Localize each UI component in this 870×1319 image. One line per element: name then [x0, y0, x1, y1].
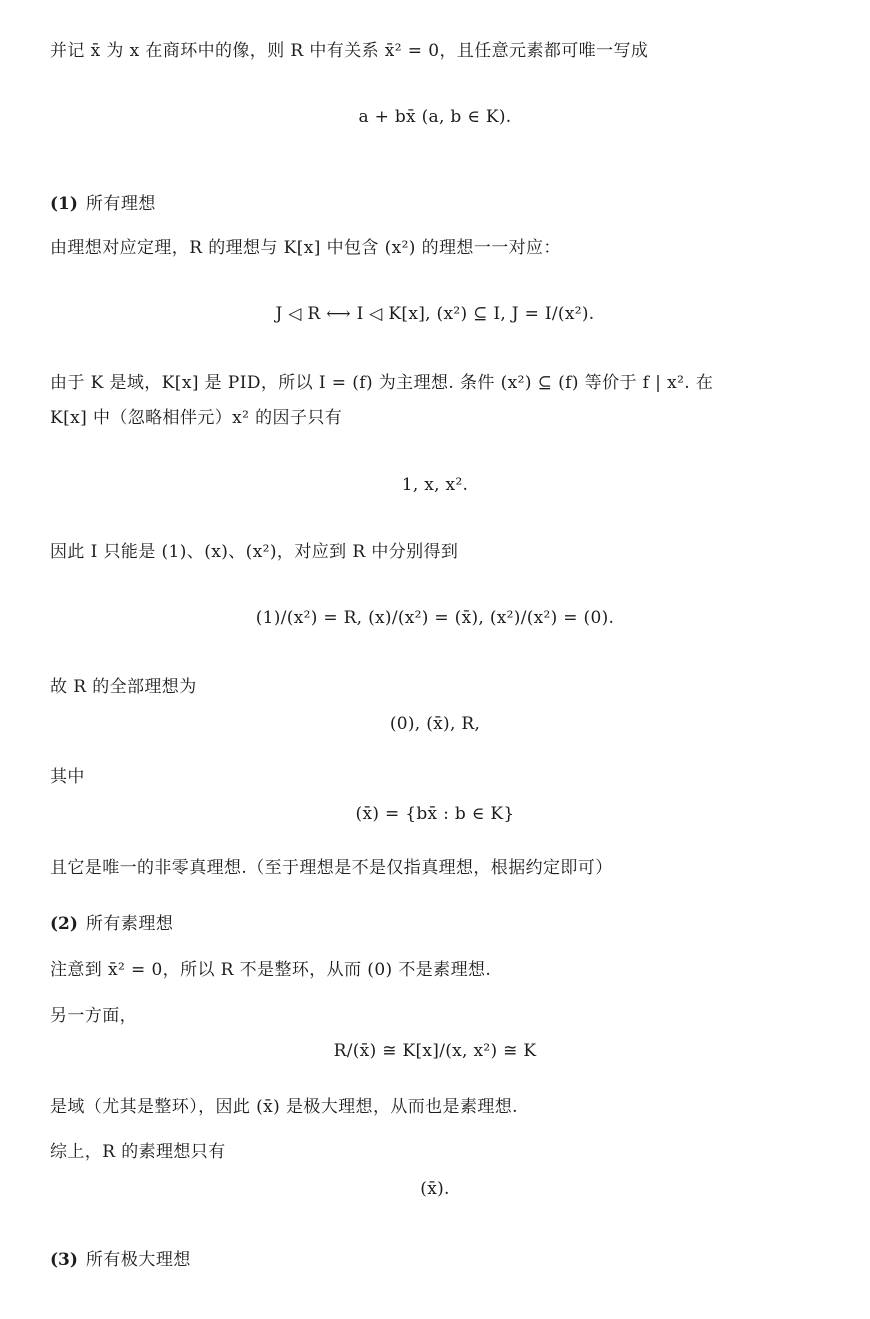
section-number: (2): [50, 914, 78, 934]
section-title: 所有素理想: [85, 914, 174, 934]
factors-equation: 1, x, x².: [401, 475, 469, 495]
ideals-list-equation: (0), (x̄), R,: [389, 714, 481, 734]
unique-ideal-paragraph: 且它是唯一的非零真理想.（至于理想是不是仅指真理想，根据约定即可）: [50, 858, 613, 878]
section-heading-2: [50, 913, 173, 935]
principal-ideal-equation: (x̄) = {bx̄ : b ∈ K}: [355, 804, 515, 824]
on-the-other-hand-paragraph: 另一方面，: [50, 1006, 137, 1026]
section-title: 所有理想: [85, 194, 156, 214]
correspondence-paragraph: 由理想对应定理，R 的理想与 K[x] 中包含 (x²) 的理想一一对应：: [50, 238, 561, 258]
section-number: (3): [50, 1250, 78, 1270]
section-number: (1): [50, 194, 78, 214]
quotients-equation: (1)/(x²) = R, (x)/(x²) = (x̄), (x²)/(x²) = (0).: [255, 608, 615, 628]
where-paragraph: 其中: [50, 767, 85, 787]
pid-paragraph-line-1: 由于 K 是域，K[x] 是 PID，所以 I = (f) 为主理想. 条件 (x²) ⊆ (f) 等价于 f | x². 在: [50, 373, 714, 393]
not-domain-paragraph: 注意到 x̄² = 0，所以 R 不是整环，从而 (0) 不是素理想.: [50, 960, 492, 980]
element-form-equation: a + bx̄ (a, b ∈ K).: [358, 107, 512, 127]
section-title: 所有极大理想: [85, 1250, 191, 1270]
prime-summary-paragraph: 综上，R 的素理想只有: [50, 1142, 226, 1162]
section-heading-1: [50, 193, 156, 215]
intro-paragraph: 并记 x̄ 为 x 在商环中的像，则 R 中有关系 x̄² = 0，且任意元素都可唯一写成: [50, 41, 649, 61]
all-ideals-paragraph: 故 R 的全部理想为: [50, 677, 197, 697]
isomorphism-equation: R/(x̄) ≅ K[x]/(x, x²) ≅ K: [333, 1041, 537, 1061]
hence-paragraph: 因此 I 只能是 (1)、(x)、(x²)，对应到 R 中分别得到: [50, 542, 459, 562]
prime-ideal-equation: (x̄).: [420, 1179, 450, 1199]
field-paragraph: 是域（尤其是整环），因此 (x̄) 是极大理想，从而也是素理想.: [50, 1097, 518, 1117]
section-heading-3: [50, 1249, 191, 1271]
correspondence-equation: J ◁ R ⟷ I ◁ K[x], (x²) ⊆ I, J = I/(x²).: [275, 304, 595, 324]
pid-paragraph-line-2: K[x] 中（忽略相伴元）x² 的因子只有: [50, 408, 343, 428]
